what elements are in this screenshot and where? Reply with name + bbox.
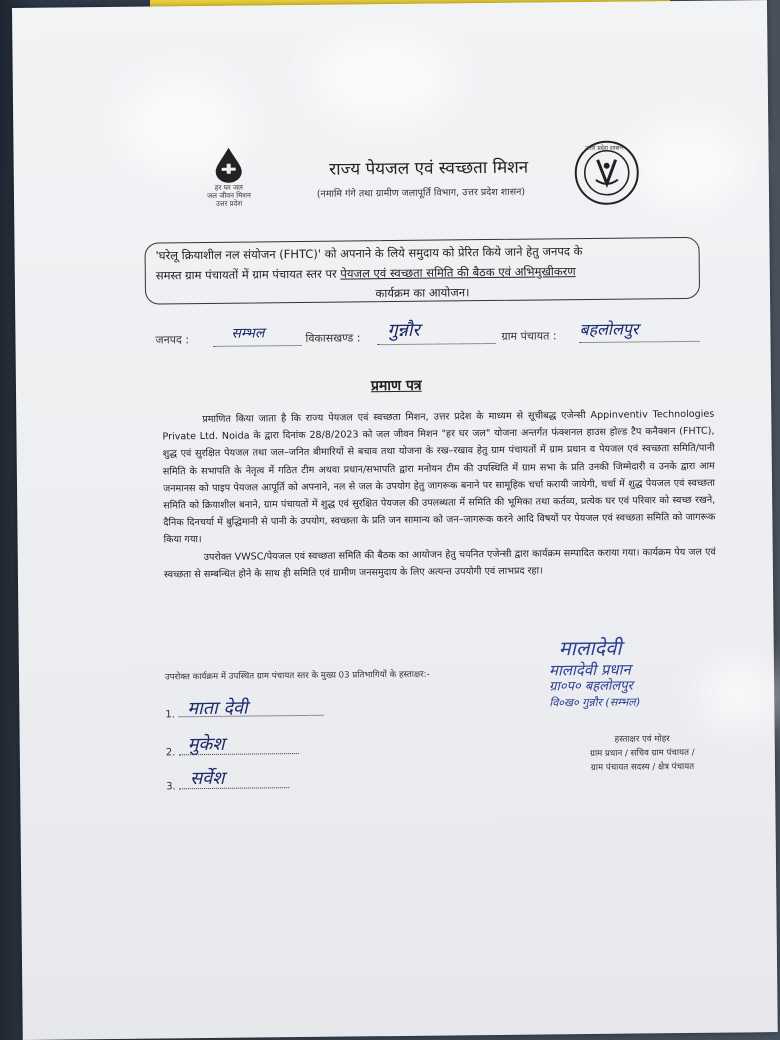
page-subtitle: (नमामि गंगे तथा ग्रामीण जलापूर्ति विभाग, उत्तर प्रदेश शासन) [316, 186, 526, 200]
block-label: विकासखण्ड : [305, 331, 361, 345]
participant-number: 2. [165, 747, 176, 759]
glare [633, 120, 744, 211]
water-drop-icon [211, 146, 245, 184]
glare [312, 33, 453, 124]
participant-number: 1. [165, 709, 176, 721]
participants-intro: उपरोक्त कार्यक्रम में उपस्थित ग्राम पंचायत स्तर के मुख्य 03 प्रतिभागियों के हस्ताक्षर:- [164, 669, 430, 683]
body-paragraph-1: प्रमाणित किया जाता है कि राज्य पेयजल एवं स्वच्छता मिशन, उत्तर प्रदेश के माध्यम से सूचीबद्ध एजेन्सी Appinventiv Technologies Private Ltd. Noida के द्वारा दिनांक 28/8/2023 को जल जीवन मिशन "हर घर जल" योजना अन्तर्गत फंक्शनल हाउस होल्ड टैप कनैक्शन (FHTC), शुद्ध एवं सुरक्षित पेयजल तथा जल–जनित बीमारियों से बचाव तथा योजना के रख–रखाव हेतु ग्राम पंचायतों में ग्राम प्रधान व पेयजल एवं स्वच्छता समिति/पानी समिति के सभापति के नेतृत्व में गठित टीम अथवा प्रधान/सभापति द्वारा मनोयन टीम की उपस्थिति में ग्राम सभा के प्रति उनकी जिम्मेदारी व उनके द्वारा आम जनमानस को पाइप पेयजल आपूर्ति को अपनाने, नल से जल के उपयोग हेतु जागरूक बनाने पर सामूहिक चर्चा करायी जायेगी, चर्चा में शुद्ध पेयजल एवं स्वच्छता समिति को क्रियाशील बनाने, ग्राम पंचायतों में शुद्ध एवं सुरक्षित पेयजल की उपलब्धता में समिति की भूमिका तथा कर्तव्य, प्रत्येक घर एवं परिवार को स्वच्छ रखने, दैनिक दिनचर्या में बुद्धिमानी से पानी के उपयोग, स्वच्छता के प्रति जन सामान्य को जन–जागरूक करने आदि विषयों पर पेयजल एवं स्वच्छता समिति को जागरूक किया गया। [162, 408, 716, 546]
document-page [12, 0, 778, 1040]
participant-2 [165, 733, 299, 759]
box-line-3: कार्यक्रम का आयोजन। [375, 285, 470, 301]
sign-label-1: हस्ताक्षर एवं मोहर [614, 734, 670, 745]
participant-signature: सर्वेश [189, 767, 225, 790]
pradhan-stamp [549, 633, 720, 712]
up-govt-seal [573, 139, 640, 210]
participant-1 [165, 697, 323, 721]
stamp-line-3: वि०ख० गुन्नौर (सम्भल) [549, 695, 641, 710]
certificate-body [162, 406, 716, 584]
box-line-2-pre: समस्त ग्राम पंचायतों में ग्राम पंचायत स्तर पर [155, 266, 341, 283]
box-line-2-underlined: पेयजल एवं स्वच्छता समिति की बैठक एवं अभिमुखीकरण [340, 264, 576, 281]
pradhan-signature: मालादेवी [558, 635, 622, 661]
page-title: राज्य पेयजल एवं स्वच्छता मिशन [329, 157, 529, 180]
panchayat-label: ग्राम पंचायत : [501, 329, 557, 343]
logo-text-2: जल जीवन मिशन [207, 191, 251, 200]
body-paragraph-2: उपरोक्त VWSC/पेयजल एवं स्वच्छता समिति की बैठक का आयोजन हेतु चयनित एजेन्सी द्वारा कार्यक्रम सम्पादित कराया गया। कार्यक्रम पेय जल एवं स्वच्छता से सम्बन्धित होने के साथ ही समिति एवं ग्रामीण जनसमुदाय के लिए अत्यन्त उपयोगी एवं लाभप्रद रहा। [163, 546, 716, 581]
sign-label-3: ग्राम पंचायत सदस्य / क्षेत्र पंचायत [590, 761, 695, 773]
jal-jeevan-logo [188, 145, 269, 208]
participant-3 [166, 767, 289, 793]
stamp-line-1: मालादेवी प्रधान [548, 660, 631, 680]
logo-text-1: हर घर जल [214, 183, 243, 192]
panchayat-value: बहलोलपुर [579, 319, 639, 340]
programme-box [144, 237, 700, 305]
logo-text-3: उत्तर प्रदेश [215, 199, 243, 208]
box-line-1: 'घरेलू क्रियाशील नल संयोजन (FHTC)' को अपनाने के लिये समुदाय को प्रेरित किये जाने हेतु जनपद के [155, 244, 583, 263]
stamp-line-2: ग्रा०प० बहलोलपुर [549, 678, 633, 695]
signature-labels [555, 732, 730, 776]
location-fields [155, 319, 715, 347]
district-label: जनपद : [155, 333, 190, 347]
seal-text: उत्तर प्रदेश शासन [585, 144, 623, 153]
participant-signature: माता देवी [187, 697, 248, 720]
sign-label-2: ग्राम प्रधान / सचिव ग्राम पंचायत / [590, 747, 695, 759]
participant-number: 3. [166, 781, 176, 793]
participant-signature: मुकेश [187, 733, 225, 756]
certificate-heading: प्रमाण पत्र [370, 377, 422, 395]
block-value: गुन्नौर [387, 319, 420, 342]
district-value: सम्भल [231, 325, 265, 342]
